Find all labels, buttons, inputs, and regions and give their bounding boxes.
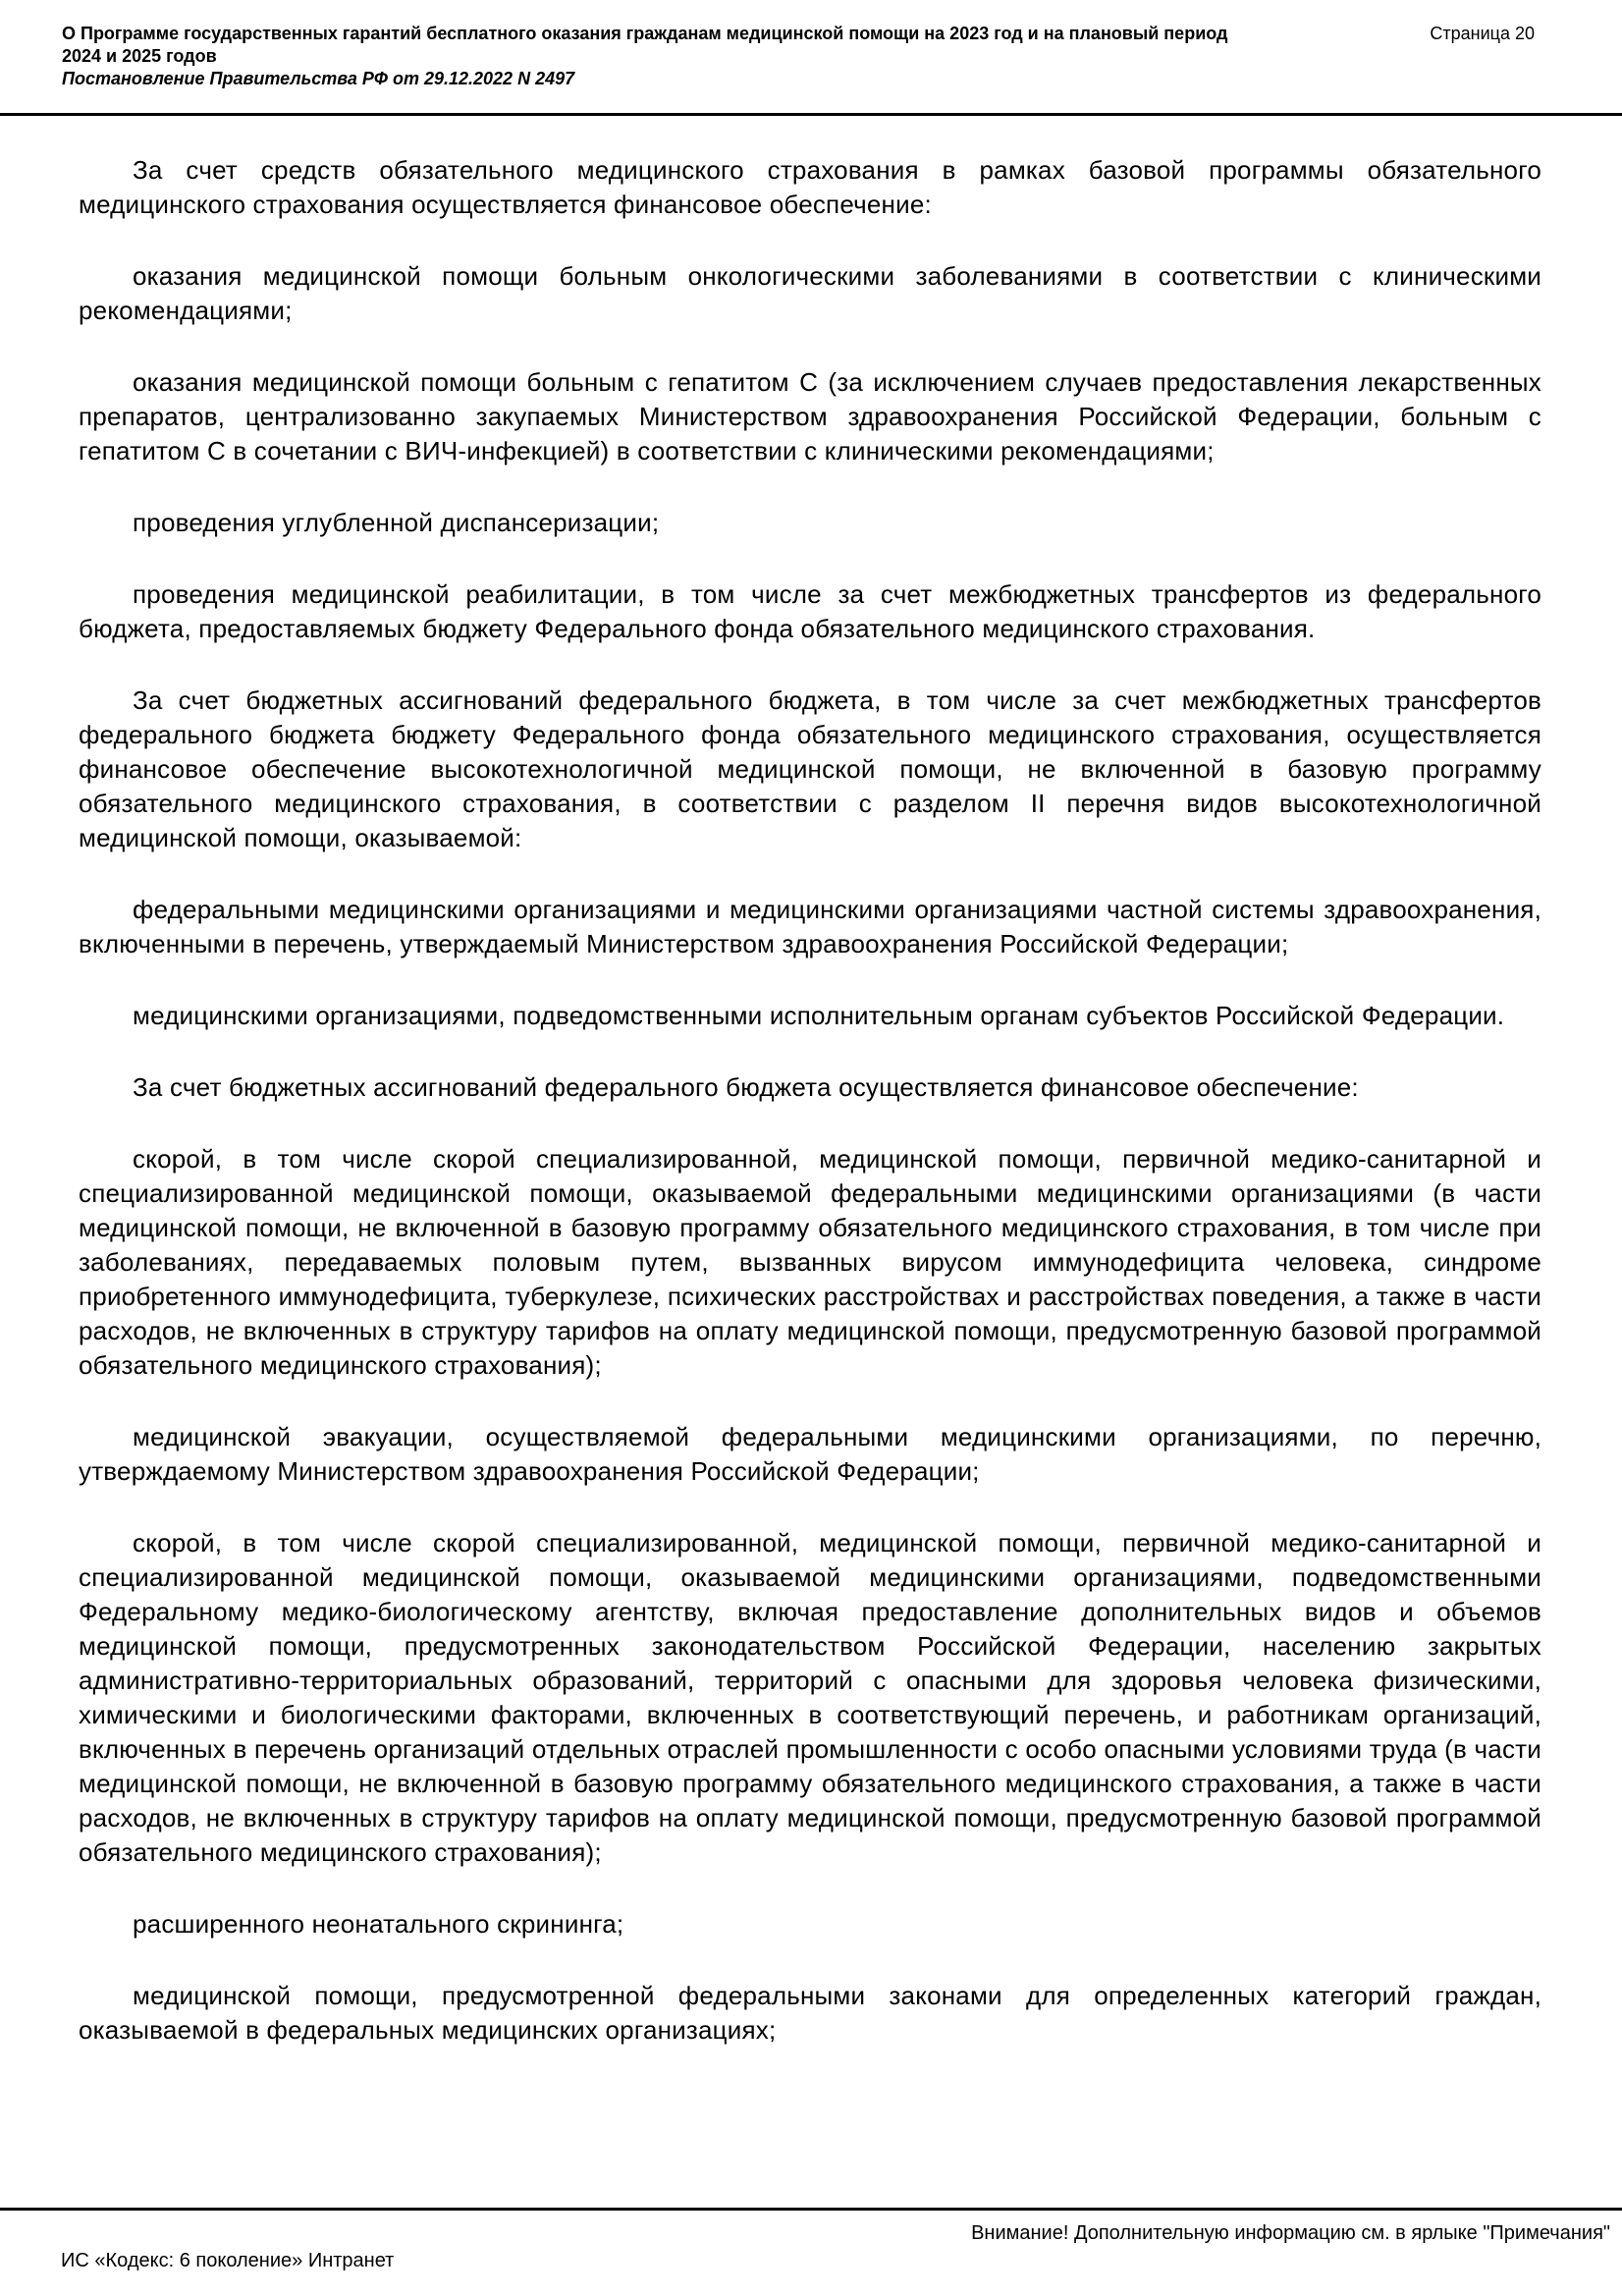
- footer-notice: Внимание! Дополнительную информацию см. в ярлыке "Примечания": [971, 2222, 1610, 2244]
- paragraph: медицинскими организациями, подведомственными исполнительным органам субъектов Российской Федерации.: [133, 1001, 1505, 1030]
- paragraph: проведения углубленной диспансеризации;: [133, 508, 660, 537]
- page-header: [62, 23, 1563, 90]
- paragraph: оказания медицинской помощи больным онкологическими заболеваниями в соответствии с клиническими рекомендациями;: [79, 261, 1541, 325]
- paragraph: проведения медицинской реабилитации, в том числе за счет межбюджетных трансфертов из федерального бюджета, предоставляемых бюджету Федерального фонда обязательного медицинского страхования.: [79, 579, 1541, 643]
- document-body: [79, 153, 1541, 2085]
- document-reference: Постановление Правительства РФ от 29.12.2022 N 2497: [62, 69, 575, 88]
- paragraph: расширенного неонатального скрининга;: [133, 1909, 624, 1939]
- paragraph: За счет бюджетных ассигнований федерального бюджета, в том числе за счет межбюджетных трансфертов федерального бюджета бюджету Федерального фонда обязательного медицинского страхования, осуществляется финансовое обеспечение высокотехнологичной медицинской помощи, не включенной в базовую программу обязательного медицинского страхования, в соответствии с разделом II перечня видов высокотехнологичной медицинской помощи, оказываемой:: [79, 685, 1541, 852]
- header-text-block: [62, 23, 1230, 90]
- paragraph: оказания медицинской помощи больным с гепатитом С (за исключением случаев предоставления лекарственных препаратов, централизованно закупаемых Министерством здравоохранения Российской Федерации, больным с гепатитом С в сочетании с ВИЧ-инфекцией) в соответствии с клиническими рекомендациями;: [79, 367, 1541, 465]
- paragraph: За счет бюджетных ассигнований федерального бюджета осуществляется финансовое обеспечение:: [133, 1072, 1359, 1102]
- paragraph: За счет средств обязательного медицинского страхования в рамках базовой программы обязательного медицинского страхования осуществляется финансовое обеспечение:: [79, 155, 1541, 219]
- paragraph: федеральными медицинскими организациями и медицинскими организациями частной системы здравоохранения, включенными в перечень, утверждаемый Министерством здравоохранения Российской Федерации;: [79, 895, 1541, 958]
- document-title: О Программе государственных гарантий бесплатного оказания гражданам медицинской помощи на 2023 год и на плановый период 2024 и 2025 годов: [62, 24, 1228, 66]
- paragraph: медицинской эвакуации, осуществляемой федеральными медицинскими организациями, по перечню, утверждаемому Министерством здравоохранения Российской Федерации;: [79, 1422, 1541, 1486]
- paragraph: скорой, в том числе скорой специализированной, медицинской помощи, первичной медико-санитарной и специализированной медицинской помощи, оказываемой федеральными медицинскими организациями (в части медицинской помощи, не включенной в базовую программу обязательного медицинского страхования, в том числе при заболеваниях, передаваемых половым путем, вызванных вирусом иммунодефицита человека, синдроме приобретенного иммунодефицита, туберкулезе, психических расстройствах и расстройствах поведения, а также в части расходов, не включенных в структуру тарифов на оплату медицинской помощи, предусмотренную базовой программой обязательного медицинского страхования);: [79, 1144, 1541, 1380]
- footer-system-label: ИС «Кодекс: 6 поколение» Интранет: [61, 2250, 395, 2271]
- header-divider: [0, 113, 1622, 116]
- paragraph: медицинской помощи, предусмотренной федеральными законами для определенных категорий граждан, оказываемой в федеральных медицинских организациях;: [79, 1981, 1541, 2045]
- paragraph: скорой, в том числе скорой специализированной, медицинской помощи, первичной медико-санитарной и специализированной медицинской помощи, оказываемой медицинскими организациями, подведомственными Федеральному медико-биологическому агентству, включая предоставление дополнительных видов и объемов медицинской помощи, предусмотренных законодательством Российской Федерации, населению закрытых административно-территориальных образований, территорий с опасными для здоровья человека физическими, химическими и биологическими факторами, включенных в соответствующий перечень, и работникам организаций, включенных в перечень организаций отдельных отраслей промышленности с особо опасными условиями труда (в части медицинской помощи, не включенной в базовую программу обязательного медицинского страхования, а также в части расходов, не включенных в структуру тарифов на оплату медицинской помощи, предусмотренную базовой программой обязательного медицинского страхования);: [79, 1528, 1541, 1867]
- footer-divider: [0, 2208, 1622, 2211]
- page-number-label: Страница 20: [1430, 24, 1535, 43]
